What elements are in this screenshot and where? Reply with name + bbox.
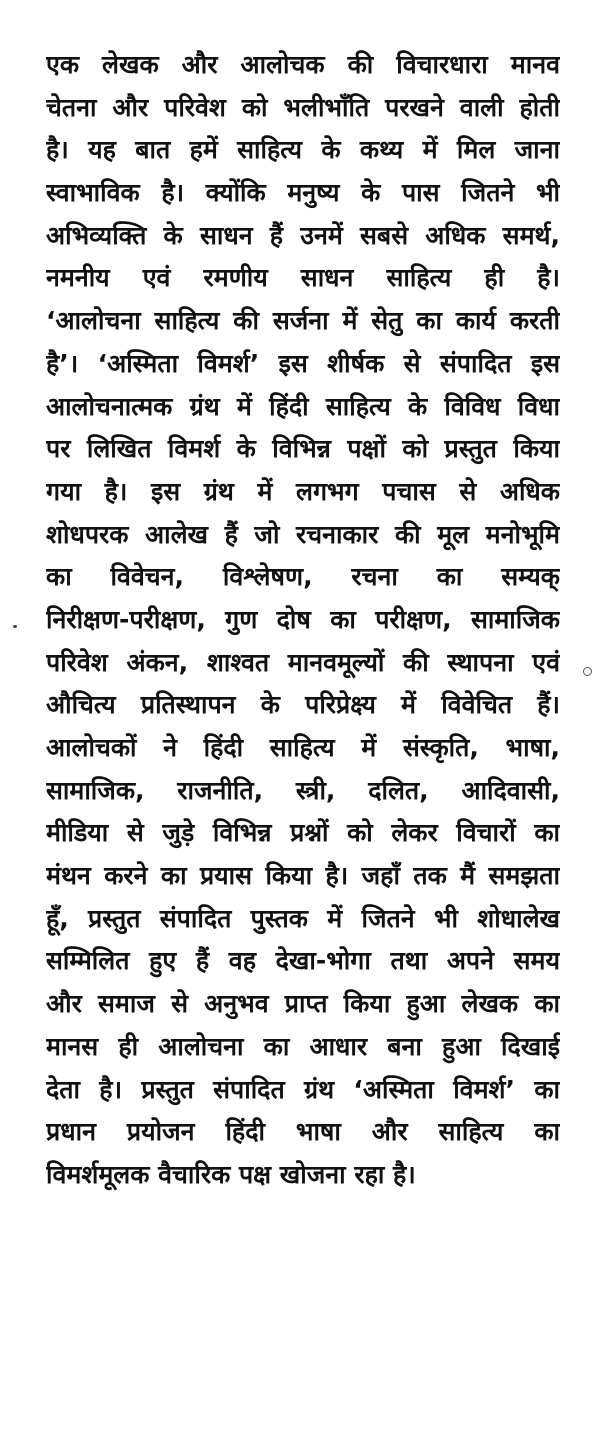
text-line: पर लिखित विमर्श के विभिन्न पक्षों को प्रस्तुत किया [46,434,560,464]
text-line: आलोचकों ने हिंदी साहित्य में संस्कृति, भाषा, [46,733,560,762]
text-line: आलोचनात्मक ग्रंथ में हिंदी साहित्य के विविध विधा [46,391,560,421]
text-line: सामाजिक, राजनीति, स्त्री, दलित, आदिवासी, [46,775,560,805]
text-line: गया है। इस ग्रंथ में लगभग पचास से अधिक [46,476,560,506]
text-line: ‘आलोचना साहित्य की सर्जना में सेतु का कार्य करती [46,306,560,336]
text-line: अभिव्यक्ति के साधन हैं उनमें सबसे अधिक समर्थ, [46,220,560,250]
text-line: देता है। प्रस्तुत संपादित ग्रंथ ‘अस्मिता विमर्श’ का [46,1074,560,1104]
text-line: शोधपरक आलेख हैं जो रचनाकार की मूल मनोभूमि [46,519,560,549]
text-line: नमनीय एवं रमणीय साधन साहित्य ही है। [46,263,560,293]
text-line: मीडिया से जुड़े विभिन्न प्रश्नों को लेकर विचारों का [46,818,560,848]
text-line: एक लेखक और आलोचक की विचारधारा मानव [46,50,560,79]
paragraph [46,44,560,1197]
text-line-last: विमर्शमूलक वैचारिक पक्ष खोजना रहा है। [46,1159,416,1189]
scan-speck-ring [583,667,592,676]
text-line: हूँ, प्रस्तुत संपादित पुस्तक में जितने भी शोधालेख [46,903,560,933]
text-line: स्वाभाविक है। क्योंकि मनुष्य के पास जितने भी [46,178,560,208]
text-line: औचित्य प्रतिस्थापन के परिप्रेक्ष्य में विवेचित हैं। [46,690,560,720]
text-line: सम्मिलित हुए हैं वह देखा-भोगा तथा अपने समय [46,946,560,976]
text-line: मंथन करने का प्रयास किया है। जहाँ तक मैं समझता [46,861,560,891]
scan-speck [13,625,17,628]
text-line: है’। ‘अस्मिता विमर्श’ इस शीर्षक से संपादित इस [46,348,560,378]
text-line: निरीक्षण-परीक्षण, गुण दोष का परीक्षण, सामाजिक [46,604,560,634]
text-line: परिवेश अंकन, शाश्वत मानवमूल्यों की स्थापना एवं [46,647,560,677]
text-line: का विवेचन, विश्लेषण, रचना का सम्यक् [46,562,560,592]
text-line: है। यह बात हमें साहित्य के कथ्य में मिल जाना [46,135,560,165]
text-line: चेतना और परिवेश को भलीभाँति परखने वाली होती [46,92,560,122]
text-line: मानस ही आलोचना का आधार बना हुआ दिखाई [46,1031,560,1061]
text-line: प्रधान प्रयोजन हिंदी भाषा और साहित्य का [46,1117,560,1147]
text-line: और समाज से अनुभव प्राप्त किया हुआ लेखक का [46,989,560,1019]
